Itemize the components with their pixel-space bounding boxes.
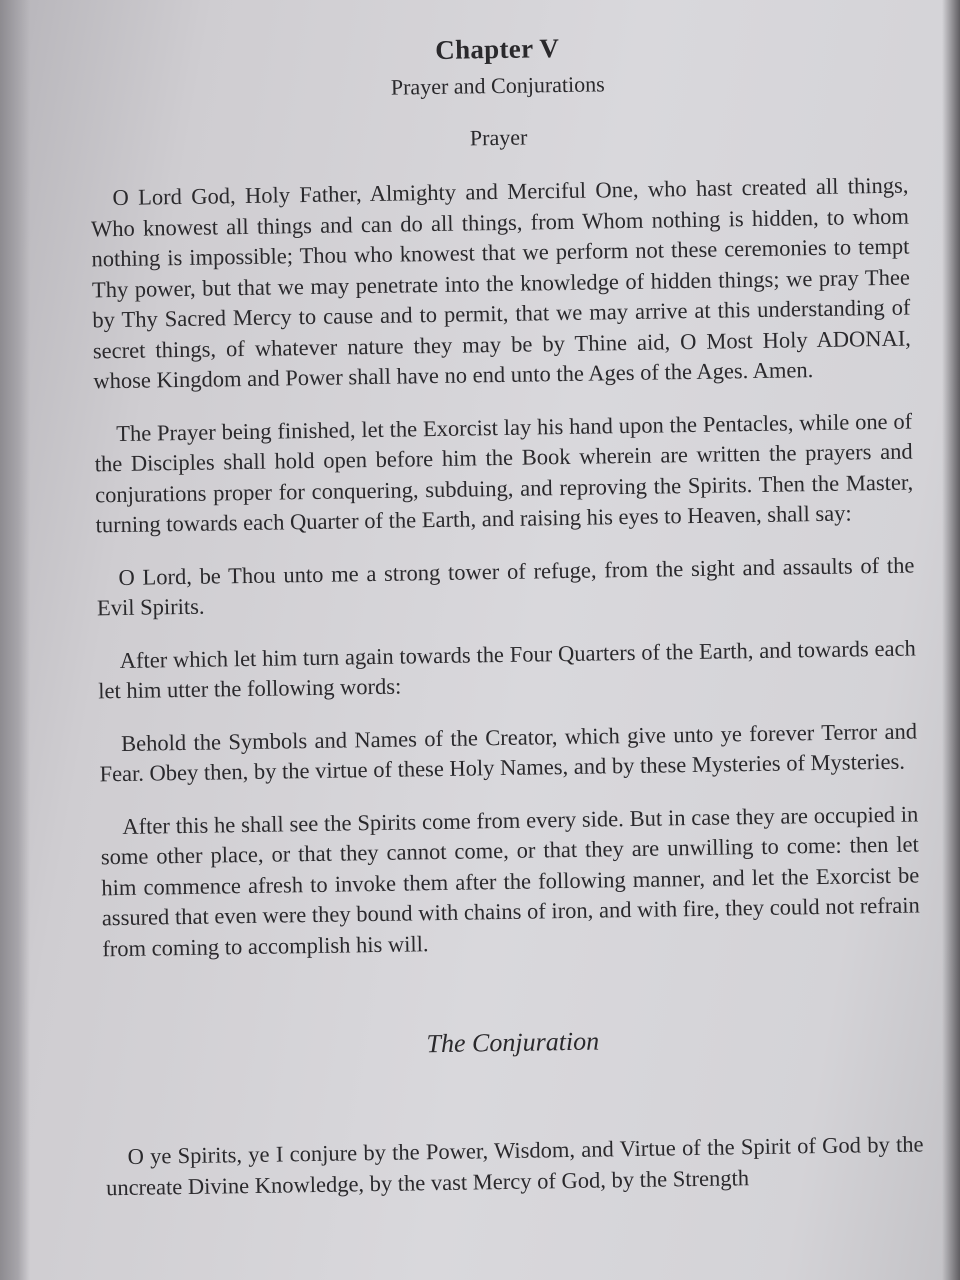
page-edge-shadow <box>942 0 960 1280</box>
paragraph-prayer: O Lord God, Holy Father, Almighty and Merciful One, who hast created all things, Who knowest all things and can do all things, from Whom nothing is hidden, to whom nothing is impossible; Thou who knowest that we perform not these ceremonies to tempt Thy power, but that we may penetrate into the knowledge of hidden things; we pray Thee by Thy Sacred Mercy to cause and to permit, that we may arrive at this understanding of secret things, of whatever nature they may be by Thine aid, O Most Holy ADONAI, whose Kingdom and Power shall have no end unto the Ages of the Ages. Amen. <box>90 172 912 394</box>
section-heading-prayer: Prayer <box>469 124 528 151</box>
paragraph-behold-symbols: Behold the Symbols and Names of the Creator, which give unto ye forever Terror and Fear. Obey then, by the virtue of these Holy Names, and by these Mysteries of Mysteries. <box>99 717 918 787</box>
book-spine-shadow <box>0 0 30 1280</box>
paragraph-spirits-come: After this he shall see the Spirits come from every side. But in case they are occupied in some other place, or that they cannot come, or that they are unwilling to come: then let him commence afresh to invoke them after the following manner, and let the Exorcist be assured that even were they bound with chains of iron, and with fire, they could not refrain from coming to accomplish his will. <box>100 800 920 961</box>
paragraph-instructions: The Prayer being finished, let the Exorcist lay his hand upon the Pentacles, while one of the Disciples shall hold open before him the Book wherein are written the prayers and conjurations proper for conquering, subduing, and reproving the Spirits. Then the Master, turning towards each Quarter of the Earth, and raising his eyes to Heaven, shall say: <box>94 408 914 538</box>
chapter-subtitle: Prayer and Conjurations <box>390 71 605 100</box>
section-heading-conjuration: The Conjuration <box>426 1026 600 1059</box>
paragraph-tower-prayer: O Lord, be Thou unto me a strong tower of refuge, from the sight and assaults of the Evil Spirits. <box>96 552 915 621</box>
paragraph-conjuration: O ye Spirits, ye I conjure by the Power, Wisdom, and Virtue of the Spirit of God by the uncreate Divine Knowledge, by the vast Mercy of God, by the Strength <box>105 1131 924 1200</box>
chapter-title: Chapter V <box>435 33 560 65</box>
paragraph-four-quarters: After which let him turn again towards the Four Quarters of the Earth, and towards each let him utter the following words: <box>98 635 916 704</box>
page-text-block <box>88 28 925 1280</box>
